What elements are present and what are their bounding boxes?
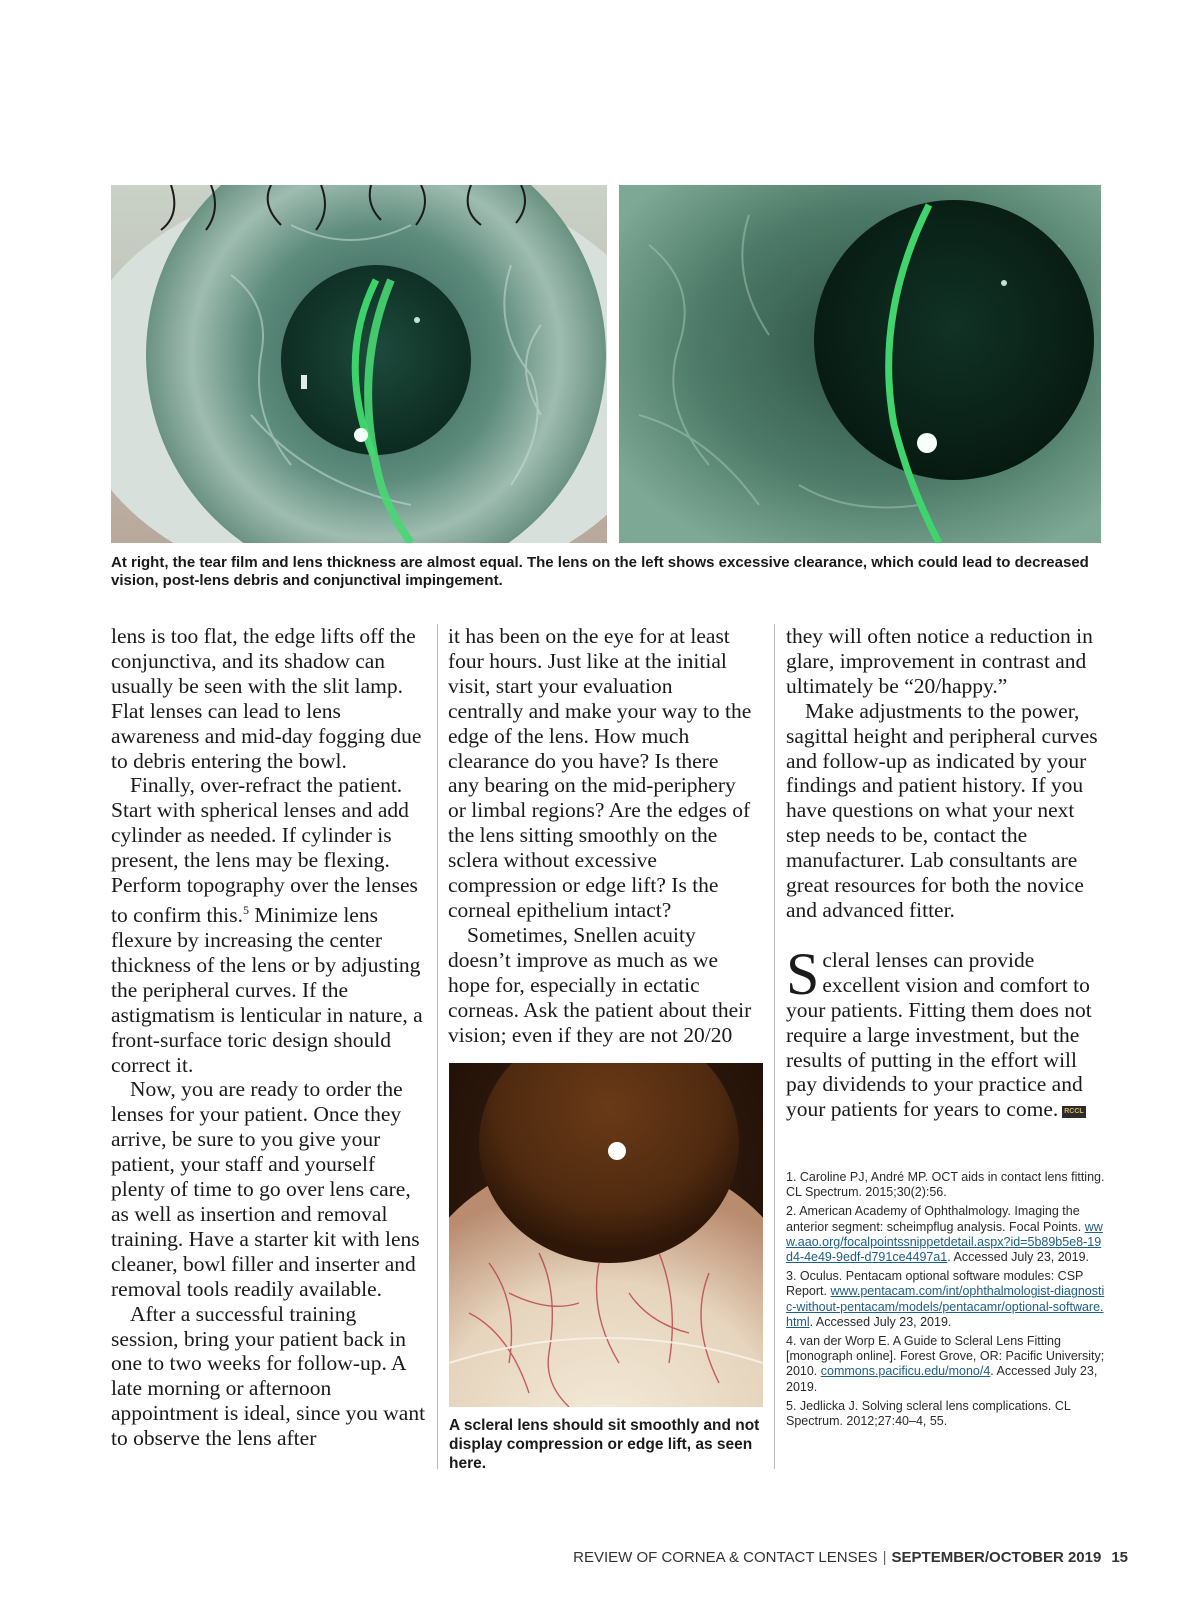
eye-photo-left bbox=[111, 185, 607, 543]
paragraph: lens is too flat, the edge lifts off the conjunctiva, and its shadow can usually be seen with the slit lamp. Flat lenses can lead to lens awareness and mid-day fogging due to debris entering the bowl. bbox=[111, 624, 422, 773]
paragraph-text: Finally, over-refract the patient. Start with spherical lenses and add cylinder as needed. If cylinder is present, the lens may be flexing. Perform topography over the lenses to confirm this. bbox=[111, 773, 418, 928]
body-column-2 bbox=[448, 624, 753, 1047]
reference-text: . Accessed July 23, 2019. bbox=[947, 1250, 1090, 1265]
drop-cap: S bbox=[786, 940, 820, 1007]
column-divider bbox=[437, 624, 438, 1469]
scleral-lens-photo bbox=[449, 1063, 763, 1407]
body-column-1 bbox=[111, 624, 427, 1451]
issue-date: SEPTEMBER/OCTOBER 2019 bbox=[891, 1549, 1102, 1566]
paragraph: After a successful training session, bring your patient back in one to two weeks for follow-up. A late morning or afternoon appointment is ideal, since you want to observe the lens after bbox=[111, 1301, 426, 1451]
paragraph: they will often notice a reduction in glare, improvement in contrast and ultimately be “20/happy.” bbox=[786, 624, 1093, 698]
reference-text: . Accessed July 23, 2019. bbox=[809, 1314, 952, 1329]
end-mark-logo: RCCL bbox=[1062, 1106, 1085, 1118]
footer-separator: | bbox=[882, 1549, 887, 1566]
paragraph: it has been on the eye for at least four hours. Just like at the initial visit, start your evaluation centrally and make your way to the edge of the lens. How much clearance do you have? Is there any bearing on the mid-periphery or limbal regions? Are the edges of the lens sitting smoothly on the sclera without excessive compression or edge lift? Is the corneal epithelium intact? bbox=[448, 624, 752, 922]
references bbox=[786, 1170, 1106, 1433]
reference-text: 3. Oculus. Pentacam optional software modules: CSP Report. bbox=[786, 1269, 1084, 1299]
reference-item bbox=[786, 1399, 1106, 1429]
reference-text: 5. Jedlicka J. Solving scleral lens complications. CL Spectrum. 2012;27:40–4, 55. bbox=[786, 1398, 1071, 1429]
paragraph: Sometimes, Snellen acuity doesn’t improve as much as we hope for, especially in ectatic corneas. Ask the patient about their vision; even if they are not 20/20 bbox=[448, 922, 752, 1047]
reference-link[interactable]: www.aao.org/focalpointssnippetdetail.aspx?id=5b89b5e8-19d4-4e49-9edf-d791ce4497a1 bbox=[786, 1219, 1103, 1265]
paragraph: Make adjustments to the power, sagittal height and peripheral curves and follow-up as indicated by your findings and patient history. If you have questions on what your next step needs to be, contact the manufacturer. Lab consultants are great resources for both the novice and advanced fitter. bbox=[786, 698, 1098, 922]
reference-text: . Accessed July 23, 2019. bbox=[786, 1364, 1098, 1394]
reference-item bbox=[786, 1334, 1106, 1395]
paragraph: Now, you are ready to order the lenses for your patient. Once they arrive, be sure to you give your patient, your staff and yourself plenty of time to go over lens care, as well as insertion and removal training. Have a starter kit with lens cleaner, bowl filler and inserter and removal tools readily available. bbox=[111, 1077, 420, 1301]
bottom-figure-caption: A scleral lens should sit smoothly and not display compression or edge lift, as seen here. bbox=[449, 1417, 760, 1472]
reference-item bbox=[786, 1204, 1106, 1265]
page-footer bbox=[573, 1549, 1128, 1566]
reference-text: 4. van der Worp E. A Guide to Scleral Lens Fitting [monograph online]. Forest Grove, OR: Pacific University; 2010. bbox=[786, 1334, 1105, 1379]
reference-text: 2. American Academy of Ophthalmology. Imaging the anterior segment: scheimpflug analysis. Focal Points. bbox=[786, 1204, 1085, 1234]
reference-link[interactable]: commons.pacificu.edu/mono/4 bbox=[820, 1364, 991, 1379]
top-figure-caption: At right, the tear film and lens thickness are almost equal. The lens on the left shows excessive clearance, which could lead to decreased vision, post-lens debris and conjunctival impingement. bbox=[111, 554, 1089, 589]
column-divider bbox=[774, 624, 775, 1469]
paragraph bbox=[111, 773, 427, 1077]
body-column-3 bbox=[786, 624, 1102, 1122]
reference-superscript: 5 bbox=[242, 902, 249, 917]
page-number: 15 bbox=[1111, 1549, 1128, 1566]
reference-text: 1. Caroline PJ, André MP. OCT aids in contact lens fitting. CL Spectrum. 2015;30(2):56. bbox=[786, 1170, 1105, 1200]
reference-link[interactable]: www.pentacam.com/int/ophthalmologist-diagnostic-without-pentacam/models/pentacamr/optional-software.html bbox=[786, 1284, 1105, 1329]
paragraph-text: Minimize lens flexure by increasing the center thickness of the lens or by adjusting the peripheral curves. If the astigmatism is lenticular in nature, a front-surface toric design should correct it. bbox=[111, 903, 423, 1077]
paragraph-text: cleral lenses can provide excellent vision and comfort to your patients. Fitting them does not require a large investment, but the results of putting in the effort will pay dividends to your practice and your patients for years to come. bbox=[786, 947, 1092, 1122]
reference-item bbox=[786, 1269, 1106, 1330]
closing-paragraph bbox=[786, 940, 1102, 1122]
reference-item bbox=[786, 1170, 1106, 1200]
publication-name: REVIEW OF CORNEA & CONTACT LENSES bbox=[573, 1549, 878, 1566]
eye-photo-right bbox=[619, 185, 1101, 543]
